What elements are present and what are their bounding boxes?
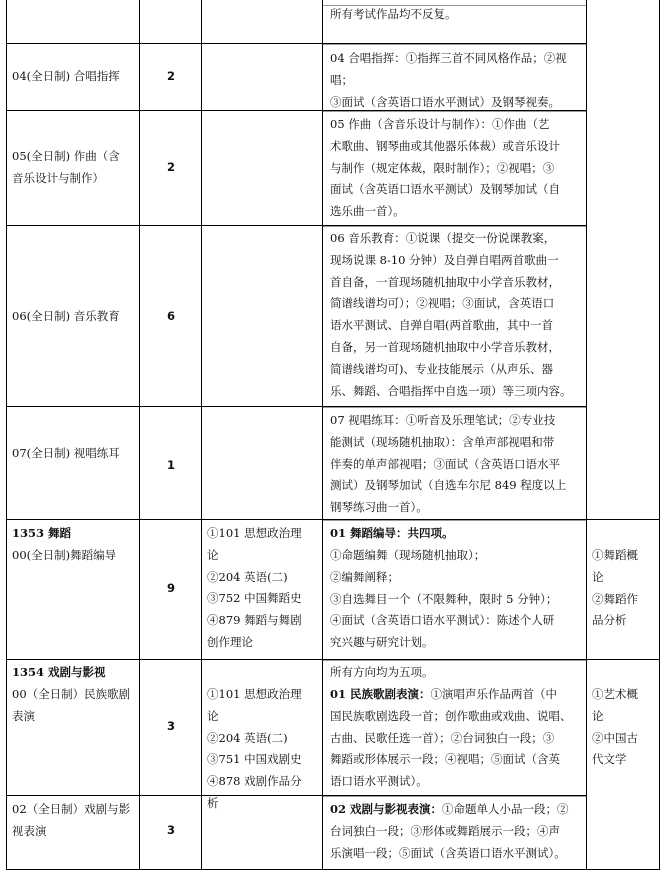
count-07: 1 — [166, 458, 175, 472]
count-1354: 3 — [166, 719, 175, 733]
direction-06: 06(全日制) 音乐教育 — [12, 309, 120, 323]
col-line — [322, 0, 323, 870]
retest-1354: ①艺术概 论 ②中国古 代文学 — [592, 687, 638, 767]
requirement-head-1354: 01 民族歌剧表演： — [330, 687, 431, 701]
requirement-top: 所有考试作品均不反复。 — [330, 7, 457, 21]
direction-05: 05(全日制) 作曲（含 音乐设计与制作） — [12, 149, 120, 185]
rule — [6, 519, 660, 520]
requirement-1354 — [330, 684, 582, 793]
col-line — [201, 0, 202, 870]
rule — [6, 869, 660, 870]
direction-02: 02（全日制）戏剧与影 视表演 — [12, 802, 131, 838]
requirement-05: 05 作曲（含音乐设计与制作）：①作曲（艺 术歌曲、钢琴曲或其他器乐体裁）或音乐设计 与制作（规定体裁，限时制作）；②视唱；③ 面试（含英语口语水平测试）及钢琴加试（自 选乐曲一首）。 — [330, 117, 560, 219]
col-line — [6, 0, 7, 870]
rule — [6, 406, 586, 407]
dept-1353: 1353 舞蹈 — [12, 526, 72, 540]
col-line — [659, 0, 660, 870]
requirement-06: 06 音乐教育：①说课（提交一份说课教案， 现场说课 8-10 分钟）及自弹自唱两首歌曲一 首自备，一首现场随机抽取中小学音乐教材， 简谱线谱均可）；②视唱；③面试，含英语口 语水平测试、自弹自唱(两首歌曲，其中一首 自备，另一首现场随机抽取中小学音乐教材， 简谱线谱均可)、专业技能展示（从声乐、器 乐、舞蹈、合唱指挥中自选一项）等三项内容。 — [330, 231, 572, 398]
requirement-1353: ①命题编舞（现场随机抽取）； ②编舞阐释； ③自选舞目一个（不限舞种，限时 5 分钟）； ④面试（含英语口语水平测试）：陈述个人研 究兴趣与研究计划。 — [330, 548, 558, 650]
retest-1353: ①舞蹈概 论 ②舞蹈作 品分析 — [592, 548, 638, 628]
direction-1353: 00(全日制)舞蹈编导 — [12, 548, 117, 562]
direction-1354: 00（全日制）民族歌剧 表演 — [12, 687, 131, 723]
requirement-02 — [330, 799, 582, 864]
requirement-04: 04 合唱指挥：①指挥三首不同风格作品；②视唱； ③面试（含英语口语水平测试）及钢琴视奏。 — [330, 51, 567, 109]
requirement-top-1354: 所有方向均为五项。 — [330, 665, 434, 679]
subjects-1353: ①101 思想政治理 论 ②204 英语(二) ③752 中国舞蹈史 ④879 舞蹈与舞剧 创作理论 — [207, 526, 302, 649]
rule — [6, 225, 586, 226]
requirement-07: 07 视唱练耳：①听音及乐理笔试；②专业技 能测试（现场随机抽取）：含单声部视唱和带 伴奏的单声部视唱；③面试（含英语口语水平 测试）及钢琴加试（自选车尔尼 849 程度以上 钢琴练习曲一首）。 — [330, 413, 567, 515]
count-05: 2 — [166, 160, 175, 174]
rule — [6, 659, 660, 660]
requirement-head-02: 02 戏剧与影视表演： — [330, 802, 443, 816]
requirement-body-02: ①命题单人小品一段；② 台词独白一段；③形体或舞蹈展示一段；④声 乐演唱一段；⑤面试（含英语口语水平测试）。 — [330, 802, 569, 860]
count-04: 2 — [166, 69, 175, 83]
direction-07: 07(全日制) 视唱练耳 — [12, 446, 120, 460]
count-02: 3 — [166, 823, 175, 837]
requirement-head-1353: 01 舞蹈编导：共四项。 — [330, 526, 454, 540]
count-06: 6 — [166, 309, 175, 323]
dept-1354: 1354 戏剧与影视 — [12, 665, 106, 679]
rule — [6, 43, 586, 44]
col-line — [586, 0, 587, 870]
direction-04: 04(全日制) 合唱指挥 — [12, 69, 120, 83]
count-1353: 9 — [166, 581, 175, 595]
col-line — [139, 0, 140, 870]
requirement-body-1354: ①演唱声乐作品两首（中 国民族歌剧选段一首；创作歌曲或戏曲、说唱、 古曲、民歌任选一首）；②台词独白一段；③ 舞蹈或形体展示一段；④视唱；⑤面试（含英 语口语水平测试）。 — [330, 687, 572, 789]
subjects-1354: ①101 思想政治理 论 ②204 英语(二) ③751 中国戏剧史 ④878 戏剧作品分 析 — [207, 687, 302, 810]
